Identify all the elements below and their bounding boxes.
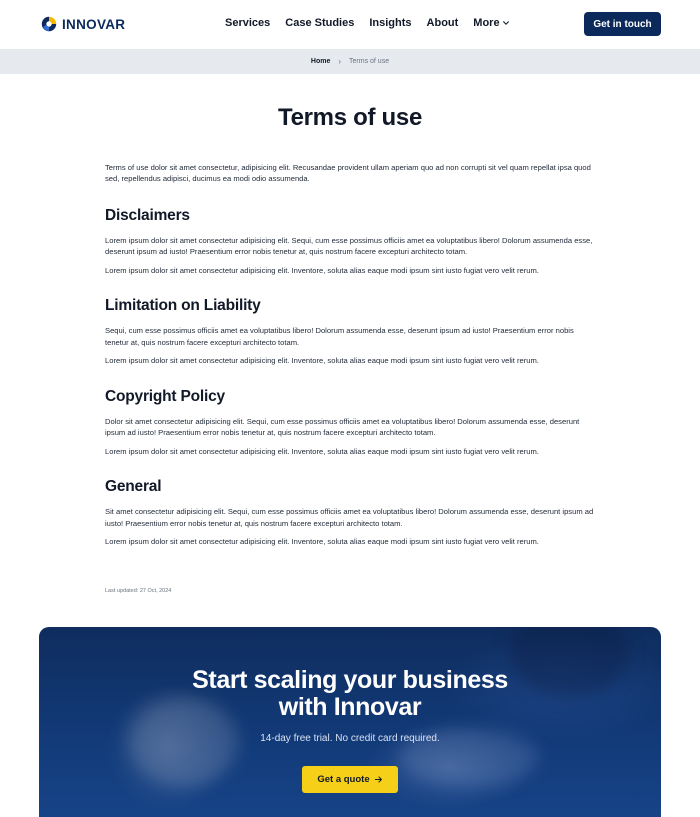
page-title: Terms of use [278,104,422,131]
brand-name: INNOVAR [62,16,126,32]
arrow-right-icon [374,775,383,784]
nav-item-case-studies[interactable]: Case Studies [285,17,355,29]
nav-item-services[interactable]: Services [225,17,271,29]
section-paragraph: Lorem ipsum dolor sit amet consectetur adipisicing elit. Sequi, cum esse possimus officiis amet ea voluptatibus libero! Dolorum assumenda esse, deserunt ipsum ad iusto! Praesentium error nobis tenetur at, quis nostrum facere excepturi architecto totam. [105,236,593,257]
innovar-logo-icon [40,15,58,33]
section-heading: Copyright Policy [105,387,225,405]
section-paragraph: Sequi, cum esse possimus officiis amet ea voluptatibus libero! Dolorum assumenda esse, deserunt ipsum ad iusto! Praesentium error nobis tenetur at, quis nostrum facere excepturi architecto totam. [105,326,574,347]
nav-item-insights[interactable]: Insights [369,17,412,29]
nav-item-more[interactable] [473,17,509,29]
site-header [0,0,700,48]
get-in-touch-button[interactable]: Get in touch [584,12,661,36]
section-general [105,475,595,547]
cta-banner-title-line1: Start scaling your business [192,666,508,694]
nav-item-about[interactable]: About [426,17,459,29]
get-a-quote-label: Get a quote [317,774,370,785]
cta-banner [39,627,661,817]
section-heading: Disclaimers [105,206,190,224]
chevron-right-icon: › [338,57,342,66]
section-paragraph: Lorem ipsum dolor sit amet consectetur adipisicing elit. Inventore, soluta alias eaque modi ipsum sint iusto fugiat vero velit rerum. [105,537,539,547]
get-a-quote-button[interactable] [302,766,398,793]
section-heading: Limitation on Liability [105,297,261,315]
cta-banner-title [39,667,661,721]
section-copyright-policy [105,385,595,457]
section-heading: General [105,478,162,496]
intro-paragraph: Terms of use dolor sit amet consectetur, adipisicing elit. Recusandae provident ullam aperiam quo ad non corrupti sit vel quam repellat ipsa quod sed, repellendus adipisci, ducimus ea modi odio assumenda. [105,163,591,184]
terms-content [105,162,595,565]
section-limitation-on-liability [105,294,595,366]
breadcrumb [0,49,700,74]
section-paragraph: Lorem ipsum dolor sit amet consectetur adipisicing elit. Inventore, soluta alias eaque modi ipsum sint iusto fugiat vero velit rerum. [105,356,539,366]
nav-item-more-label: More [473,17,500,29]
chevron-down-icon [502,19,510,27]
breadcrumb-current: Terms of use [349,58,390,65]
section-paragraph: Dolor sit amet consectetur adipisicing elit. Sequi, cum esse possimus officiis amet ea voluptatibus libero! Dolorum assumenda esse, deserunt ipsum ad iusto! Praesentium error nobis tenetur at, quis nostrum facere excepturi architecto totam. [105,416,580,438]
last-updated-text: Last updated: 27 Oct, 2024 [105,588,172,594]
section-paragraph: Lorem ipsum dolor sit amet consectetur adipisicing elit. Inventore, soluta alias eaque modi ipsum sint iusto fugiat vero velit rerum. [105,265,539,275]
section-disclaimers [105,204,595,276]
main-nav [225,17,510,29]
breadcrumb-home-link[interactable]: Home [310,58,331,65]
section-paragraph: Lorem ipsum dolor sit amet consectetur adipisicing elit. Inventore, soluta alias eaque modi ipsum sint iusto fugiat vero velit rerum. [105,446,539,456]
brand-logo[interactable] [40,14,125,34]
section-paragraph: Sit amet consectetur adipisicing elit. Sequi, cum esse possimus officiis amet ea voluptatibus libero! Dolorum assumenda esse, deserunt ipsum ad iusto! Praesentium error nobis tenetur at, quis nostrum facere excepturi architecto totam. [105,507,594,528]
cta-banner-subtitle: 14-day free trial. No credit card required. [260,733,440,744]
cta-banner-title-line2: with Innovar [278,693,422,721]
